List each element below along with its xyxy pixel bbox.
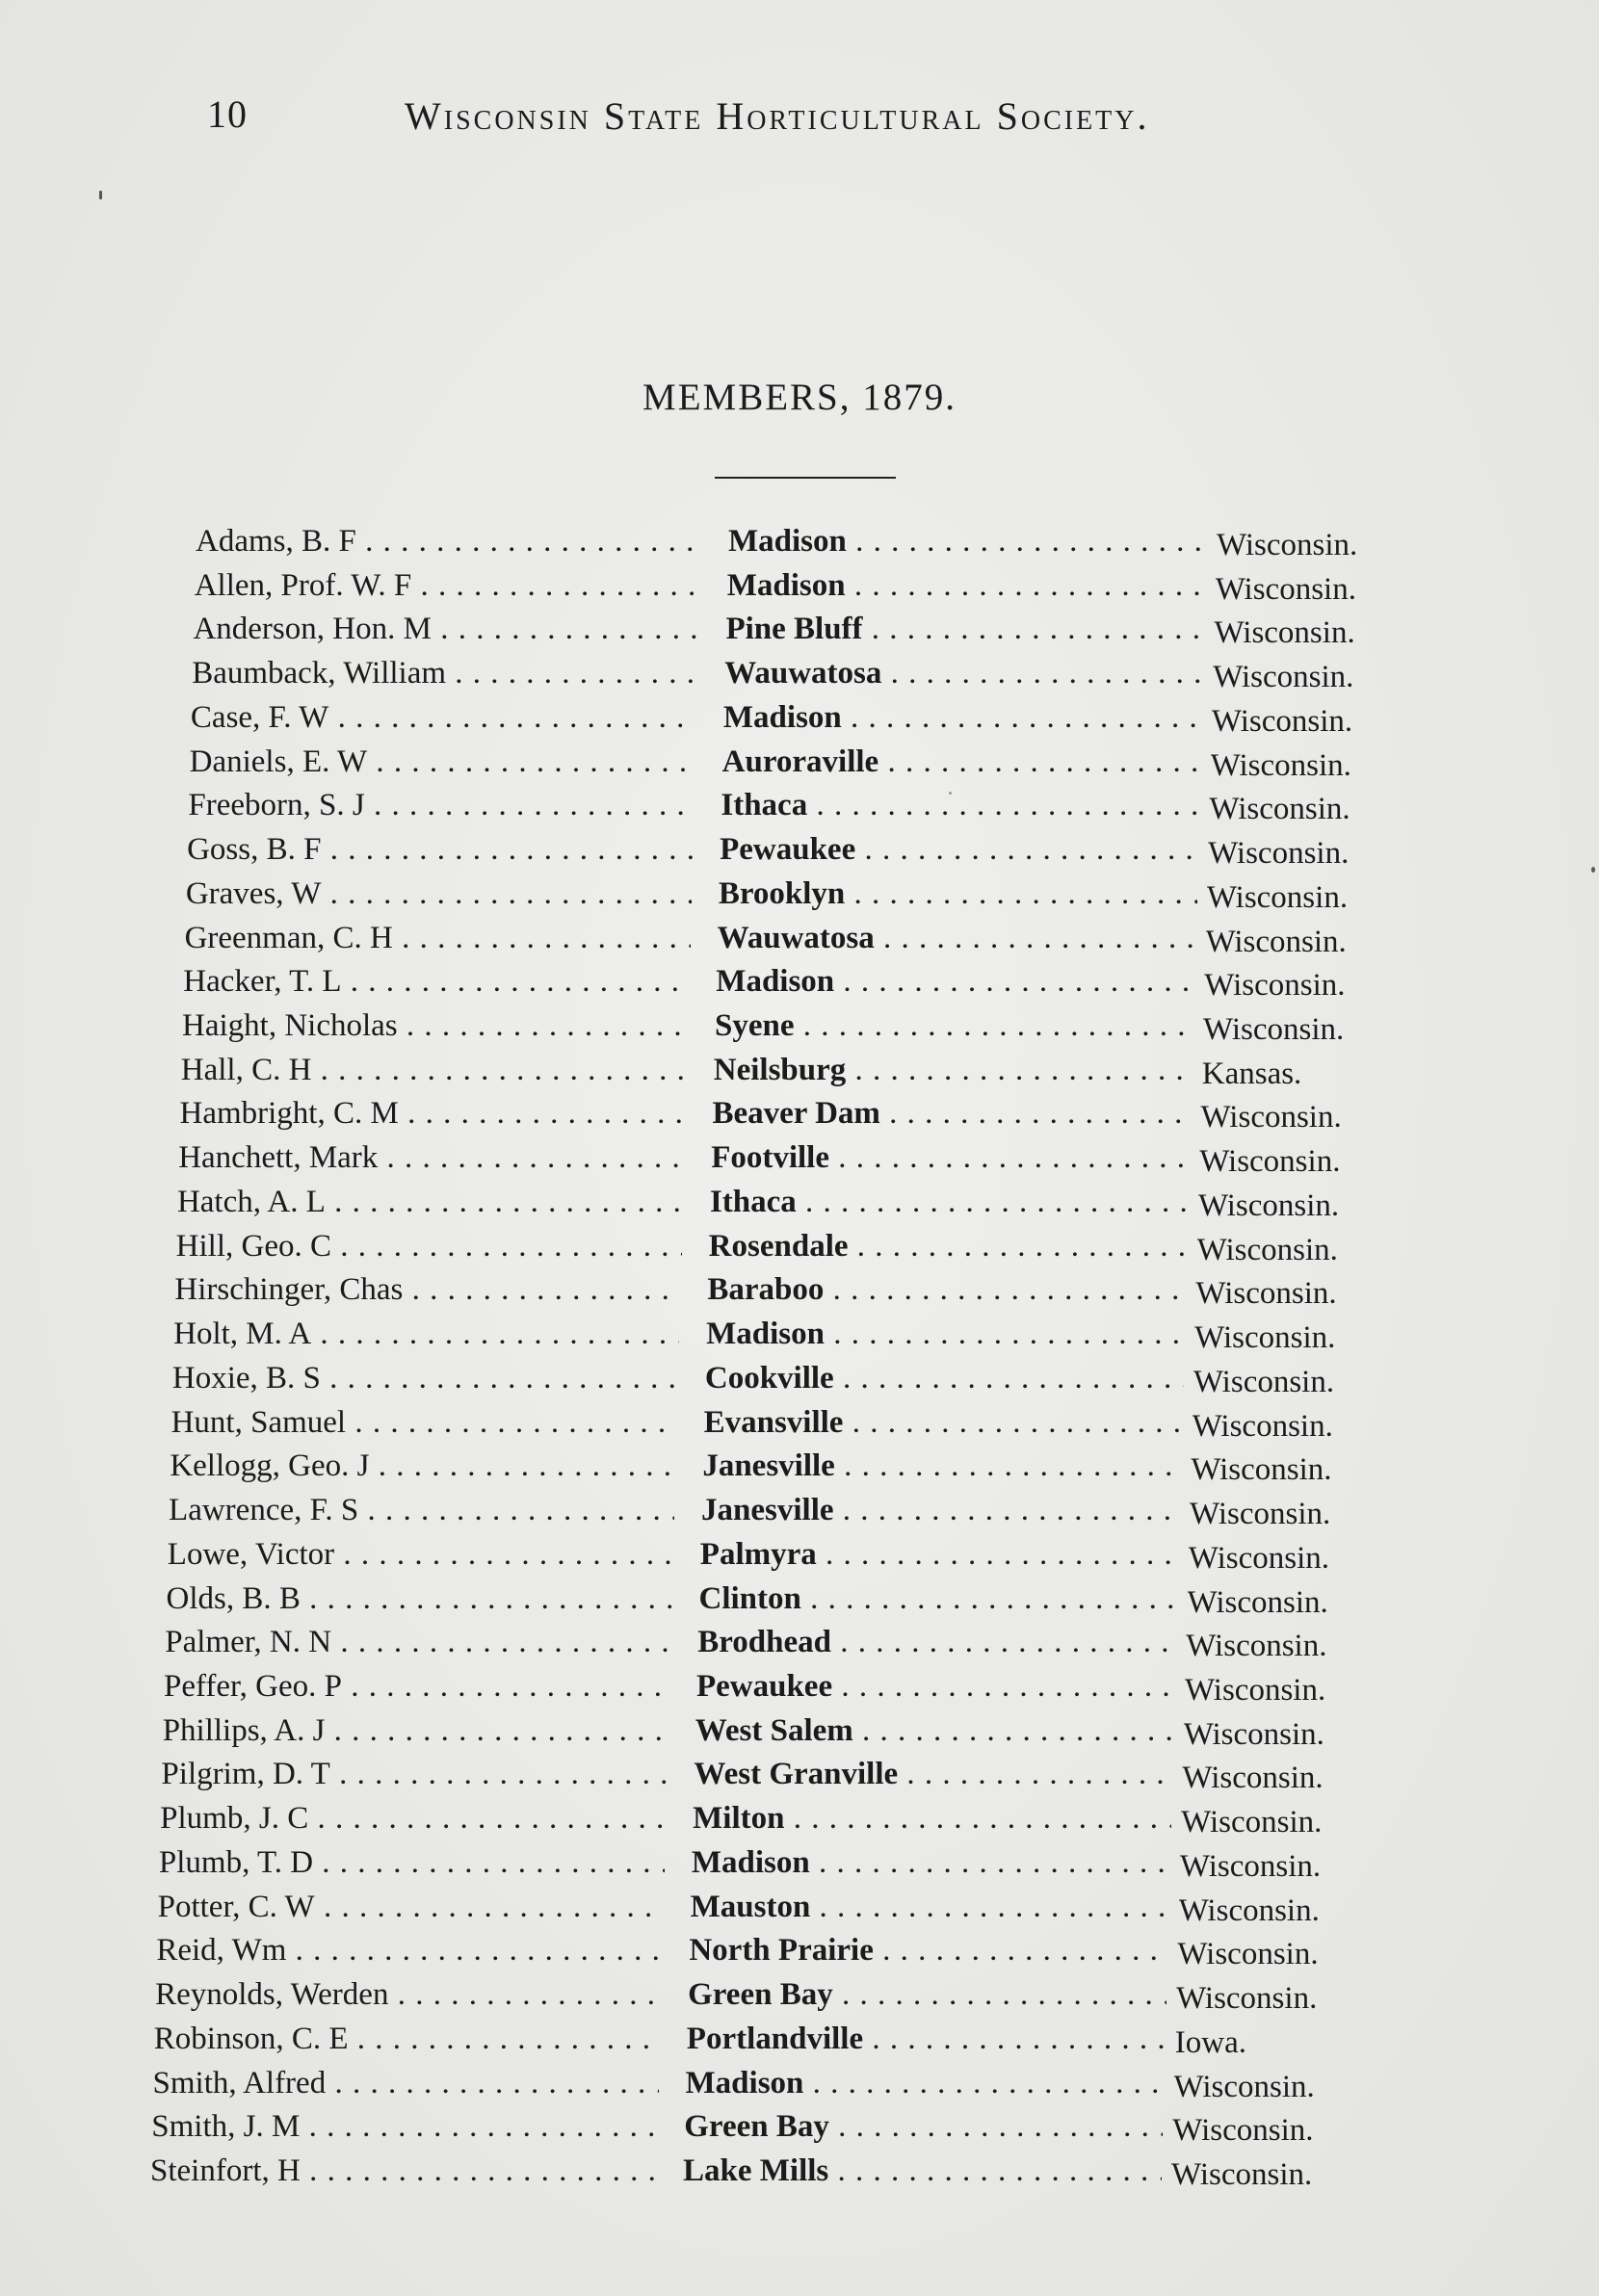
- member-name: Adams, B. F . . .: [196, 524, 701, 559]
- member-town-cell: [692, 1841, 1170, 1884]
- member-row: [196, 520, 1438, 562]
- member-state-cell: [1176, 1977, 1369, 2020]
- member-state-cell: [1184, 1713, 1376, 1756]
- member-town-cell: [695, 1709, 1174, 1752]
- member-name-cell: [173, 1313, 679, 1355]
- member-state-cell: [1189, 1537, 1381, 1579]
- page-number: 10: [207, 92, 248, 136]
- member-town-cell: [693, 1797, 1171, 1839]
- member-town-cell: [694, 1753, 1172, 1795]
- member-state-cell: [1202, 1053, 1395, 1095]
- member-town: Green Bay . . .: [688, 1977, 1166, 2012]
- member-name: Hatch, A. L . . .: [177, 1185, 683, 1219]
- member-town: Milton . . .: [693, 1801, 1171, 1836]
- member-row: [156, 1929, 1399, 1971]
- member-row: [159, 1841, 1402, 1884]
- member-town-cell: [704, 1401, 1183, 1444]
- member-name: Graves, W . . .: [186, 876, 692, 911]
- member-name-cell: [156, 1929, 662, 1971]
- member-row: [169, 1489, 1411, 1531]
- member-name: Anderson, Hon. M . . .: [193, 612, 698, 646]
- member-town: Wauwatosa . . .: [724, 656, 1203, 691]
- member-town: Auroraville . . .: [722, 744, 1201, 779]
- member-state-cell: [1214, 612, 1406, 654]
- member-row: [174, 1268, 1417, 1311]
- member-row: [173, 1313, 1416, 1355]
- member-town-cell: [721, 784, 1199, 826]
- member-name-cell: [168, 1533, 673, 1576]
- member-name-cell: [174, 1268, 680, 1311]
- member-state: Wisconsin.: [1187, 1584, 1328, 1620]
- member-name-cell: [171, 1401, 677, 1444]
- member-name-cell: [195, 564, 700, 607]
- member-name: Hill, Geo. C . . .: [176, 1229, 682, 1264]
- member-row: [167, 1578, 1409, 1620]
- member-name-cell: [181, 1049, 687, 1091]
- member-state: Wisconsin.: [1178, 1892, 1320, 1928]
- member-state: Wisconsin.: [1184, 1672, 1326, 1708]
- running-title: Wisconsin State Horticultural Society.: [405, 94, 1150, 138]
- member-name-cell: [183, 960, 689, 1003]
- member-row: [172, 1357, 1415, 1399]
- member-state: Wisconsin.: [1199, 1144, 1341, 1180]
- member-name-cell: [191, 696, 696, 739]
- member-state-cell: [1194, 1317, 1387, 1359]
- member-town-cell: [720, 828, 1198, 871]
- member-state-cell: [1217, 524, 1409, 566]
- member-town-cell: [706, 1313, 1185, 1355]
- member-state: Wisconsin.: [1209, 792, 1350, 827]
- member-state-cell: [1206, 921, 1399, 963]
- member-town-cell: [699, 1578, 1178, 1620]
- member-town-cell: [684, 2105, 1163, 2148]
- member-town-cell: [710, 1181, 1189, 1223]
- member-row: [192, 652, 1434, 694]
- member-row: [168, 1533, 1410, 1576]
- member-state-cell: [1199, 1140, 1392, 1183]
- member-row: [193, 608, 1435, 650]
- member-state-cell: [1204, 964, 1397, 1006]
- paper-speck: [1591, 867, 1595, 873]
- member-row: [187, 828, 1429, 871]
- member-name: Freeborn, S. J . . .: [188, 788, 694, 822]
- member-row: [165, 1621, 1407, 1663]
- member-name-cell: [193, 608, 698, 650]
- member-town-cell: [697, 1621, 1176, 1663]
- member-name: Olds, B. B . . .: [167, 1581, 672, 1616]
- member-town: Madison . . .: [706, 1317, 1185, 1351]
- member-town: Portlandville . . .: [687, 2022, 1166, 2056]
- member-state: Wisconsin.: [1200, 1100, 1342, 1135]
- member-state-cell: [1188, 1581, 1380, 1624]
- member-name-cell: [192, 652, 697, 694]
- member-name: Hanchett, Mark . . .: [178, 1140, 684, 1175]
- member-state-cell: [1191, 1448, 1383, 1491]
- member-state: Wisconsin.: [1214, 615, 1355, 651]
- member-state: Wisconsin.: [1173, 2069, 1315, 2104]
- member-name-cell: [169, 1489, 674, 1531]
- member-state: Wisconsin.: [1193, 1364, 1335, 1399]
- member-town: West Salem . . .: [695, 1713, 1174, 1748]
- member-name-cell: [154, 2018, 660, 2060]
- member-state-cell: [1190, 1493, 1382, 1535]
- member-name-cell: [165, 1621, 670, 1663]
- member-town-cell: [728, 520, 1207, 562]
- member-town-cell: [696, 1665, 1175, 1708]
- member-name: Allen, Prof. W. F . . .: [195, 568, 700, 603]
- member-name: Smith, J. M . . .: [151, 2109, 657, 2144]
- member-name-cell: [179, 1092, 685, 1135]
- member-state: Wisconsin.: [1177, 1937, 1319, 1972]
- member-state: Wisconsin.: [1217, 528, 1358, 562]
- member-state: Wisconsin.: [1191, 1452, 1332, 1488]
- member-state: Wisconsin.: [1182, 1761, 1324, 1796]
- member-row: [160, 1797, 1402, 1839]
- member-name: Case, F. W . . .: [191, 700, 696, 735]
- member-town-cell: [727, 564, 1206, 607]
- member-town-cell: [714, 1049, 1193, 1091]
- member-town-cell: [702, 1445, 1181, 1487]
- member-town-cell: [716, 960, 1194, 1003]
- member-town-cell: [711, 1136, 1190, 1179]
- member-name: Smith, Alfred . . .: [153, 2066, 659, 2100]
- member-name-cell: [164, 1665, 669, 1708]
- member-row: [186, 873, 1429, 915]
- member-row: [188, 784, 1430, 826]
- member-state: Wisconsin.: [1211, 703, 1353, 739]
- member-town: Lake Mills . . .: [683, 2153, 1162, 2188]
- member-town: Madison . . .: [692, 1845, 1170, 1880]
- member-row: [190, 741, 1432, 783]
- member-name: Holt, M. A . . .: [173, 1317, 679, 1351]
- member-row: [183, 960, 1426, 1003]
- member-name: Kellogg, Geo. J . . .: [170, 1448, 675, 1483]
- member-state: Wisconsin.: [1210, 747, 1351, 783]
- member-state-cell: [1211, 744, 1403, 787]
- member-state-cell: [1212, 700, 1404, 743]
- member-name-cell: [187, 828, 693, 871]
- member-town-cell: [701, 1489, 1180, 1531]
- member-town-cell: [723, 696, 1202, 739]
- member-state-cell: [1193, 1405, 1385, 1448]
- member-town-cell: [687, 2018, 1166, 2060]
- member-name-cell: [172, 1357, 678, 1399]
- member-state-cell: [1179, 1890, 1372, 1932]
- member-state-cell: [1200, 1096, 1393, 1138]
- member-row: [191, 696, 1433, 739]
- member-town: North Prairie . . .: [689, 1933, 1167, 1968]
- member-town: Janesville . . .: [701, 1493, 1180, 1527]
- member-town-cell: [689, 1929, 1167, 1971]
- member-name-cell: [188, 784, 694, 826]
- member-state: Wisconsin.: [1176, 1981, 1318, 2017]
- member-state-cell: [1198, 1185, 1391, 1227]
- member-name: Robinson, C. E . . .: [154, 2022, 660, 2056]
- member-town-cell: [705, 1357, 1184, 1399]
- member-name: Plumb, T. D . . .: [159, 1845, 665, 1880]
- member-state-cell: [1193, 1361, 1386, 1403]
- member-town: Baraboo . . .: [707, 1272, 1186, 1307]
- member-name: Lowe, Victor . . .: [168, 1537, 673, 1572]
- member-row: [178, 1136, 1421, 1179]
- member-state-cell: [1185, 1669, 1377, 1711]
- member-state: Wisconsin.: [1195, 1276, 1337, 1312]
- member-name: Palmer, N. N . . .: [165, 1625, 670, 1659]
- member-state: Wisconsin.: [1213, 660, 1354, 695]
- member-town-cell: [707, 1268, 1186, 1311]
- member-row: [164, 1665, 1406, 1708]
- member-state: Wisconsin.: [1188, 1540, 1330, 1576]
- member-name-cell: [177, 1181, 683, 1223]
- member-state: Wisconsin.: [1181, 1805, 1323, 1840]
- member-state: Wisconsin.: [1197, 1187, 1340, 1223]
- member-name-cell: [163, 1709, 668, 1752]
- member-state: Wisconsin.: [1172, 2113, 1314, 2149]
- member-town: Clinton . . .: [699, 1581, 1178, 1616]
- member-state-cell: [1182, 1757, 1375, 1799]
- member-state: Iowa.: [1174, 2024, 1247, 2060]
- member-row: [150, 2150, 1393, 2192]
- member-state-cell: [1175, 2022, 1368, 2064]
- member-town: Footville . . .: [711, 1140, 1190, 1175]
- member-name: Hoxie, B. S . . .: [172, 1361, 678, 1396]
- member-name-cell: [161, 1753, 667, 1795]
- member-town-cell: [715, 1004, 1193, 1047]
- member-name: Hambright, C. M . . .: [179, 1096, 685, 1131]
- member-row: [154, 2018, 1397, 2060]
- member-row: [153, 2062, 1396, 2104]
- member-name: Hacker, T. L . . .: [183, 964, 689, 999]
- member-town: Beaver Dam . . .: [712, 1096, 1191, 1131]
- member-state-cell: [1180, 1845, 1373, 1888]
- member-state: Wisconsin.: [1196, 1232, 1338, 1267]
- member-state-cell: [1213, 656, 1405, 698]
- member-town: Palmyra . . .: [700, 1537, 1179, 1572]
- paper-speck: [99, 191, 102, 199]
- member-state-cell: [1195, 1272, 1388, 1315]
- member-row: [177, 1181, 1420, 1223]
- member-state: Wisconsin.: [1183, 1716, 1324, 1752]
- member-town: Brooklyn . . .: [719, 876, 1197, 911]
- member-name: Hunt, Samuel . . .: [171, 1405, 677, 1440]
- member-state-cell: [1171, 2153, 1364, 2196]
- member-town: Rosendale . . .: [709, 1229, 1188, 1264]
- member-name: Lawrence, F. S . . .: [169, 1493, 674, 1527]
- member-row: [195, 564, 1437, 607]
- member-state-cell: [1172, 2109, 1365, 2152]
- member-row: [185, 917, 1428, 959]
- member-name-cell: [153, 2062, 659, 2104]
- member-town-cell: [724, 652, 1203, 694]
- member-state: Wisconsin.: [1192, 1408, 1333, 1444]
- section-title: MEMBERS, 1879.: [642, 377, 957, 418]
- member-row: [171, 1401, 1414, 1444]
- member-town: Ithaca . . .: [710, 1185, 1189, 1219]
- member-row: [182, 1004, 1425, 1047]
- member-town-cell: [712, 1092, 1191, 1135]
- member-state: Wisconsin.: [1179, 1848, 1322, 1884]
- member-row: [179, 1092, 1422, 1135]
- member-town: West Granville . . .: [694, 1757, 1172, 1791]
- member-name: Baumback, William . . .: [192, 656, 697, 691]
- member-town: Madison . . .: [716, 964, 1194, 999]
- member-name-cell: [150, 2150, 656, 2192]
- member-row: [170, 1445, 1412, 1487]
- member-town-cell: [683, 2150, 1162, 2192]
- member-town-cell: [719, 873, 1197, 915]
- member-town: Pewaukee . . .: [696, 1669, 1175, 1704]
- member-state-cell: [1216, 568, 1408, 611]
- member-name: Plumb, J. C . . .: [160, 1801, 666, 1836]
- member-town: Cookville . . .: [705, 1361, 1184, 1396]
- member-state-cell: [1197, 1229, 1390, 1271]
- member-town: Green Bay . . .: [684, 2109, 1163, 2144]
- member-town: Madison . . .: [728, 524, 1207, 559]
- member-town-cell: [688, 1973, 1166, 2016]
- member-state-cell: [1207, 876, 1400, 919]
- member-row: [181, 1049, 1424, 1091]
- member-state: Wisconsin.: [1190, 1497, 1331, 1532]
- member-town-cell: [691, 1886, 1169, 1928]
- member-name-cell: [158, 1886, 664, 1928]
- member-town: Wauwatosa . . .: [718, 921, 1196, 955]
- member-state: Wisconsin.: [1186, 1629, 1327, 1664]
- member-state-cell: [1203, 1008, 1396, 1051]
- member-town-cell: [709, 1225, 1188, 1267]
- member-state-cell: [1181, 1801, 1374, 1843]
- member-town: Brodhead . . .: [697, 1625, 1176, 1659]
- member-state-cell: [1177, 1933, 1370, 1975]
- member-name: Goss, B. F . . .: [187, 832, 693, 867]
- member-state-cell: [1209, 788, 1402, 830]
- member-town-cell: [722, 741, 1201, 783]
- member-town: Evansville . . .: [704, 1405, 1183, 1440]
- member-name: Potter, C. W . . .: [158, 1890, 664, 1924]
- member-name-cell: [155, 1973, 661, 2016]
- member-name: Reynolds, Werden . . .: [155, 1977, 661, 2012]
- member-name-cell: [182, 1004, 688, 1047]
- member-town: Ithaca . . .: [721, 788, 1199, 822]
- member-name: Phillips, A. J . . .: [163, 1713, 668, 1748]
- member-name: Reid, Wm . . .: [156, 1933, 662, 1968]
- member-town: Madison . . .: [686, 2066, 1165, 2100]
- member-state: Wisconsin.: [1203, 1012, 1345, 1048]
- member-name-cell: [186, 873, 692, 915]
- member-name: Hall, C. H . . .: [181, 1053, 687, 1087]
- member-name-cell: [160, 1797, 666, 1839]
- member-name: Daniels, E. W . . .: [190, 744, 695, 779]
- member-name-cell: [151, 2105, 657, 2148]
- member-state: Wisconsin.: [1171, 2157, 1313, 2192]
- member-name: Pilgrim, D. T . . .: [161, 1757, 667, 1791]
- paper-speck: [949, 792, 952, 795]
- member-town: Janesville . . .: [702, 1448, 1181, 1483]
- member-name: Hirschinger, Chas . . .: [174, 1272, 680, 1307]
- member-row: [163, 1709, 1405, 1752]
- member-state: Wisconsin.: [1204, 968, 1346, 1004]
- member-town: Madison . . .: [723, 700, 1202, 735]
- member-town: Mauston . . .: [691, 1890, 1169, 1924]
- member-row: [161, 1753, 1403, 1795]
- member-town: Neilsburg . . .: [714, 1053, 1193, 1087]
- member-town-cell: [725, 608, 1204, 650]
- member-row: [158, 1886, 1401, 1928]
- member-name-cell: [190, 741, 695, 783]
- member-name-cell: [159, 1841, 665, 1884]
- member-name-cell: [170, 1445, 675, 1487]
- member-town-cell: [700, 1533, 1179, 1576]
- member-town: Madison . . .: [727, 568, 1206, 603]
- member-state: Wisconsin.: [1205, 924, 1347, 959]
- member-state: Wisconsin.: [1194, 1320, 1336, 1356]
- member-name: Greenman, C. H . . .: [185, 921, 691, 955]
- member-town: Pine Bluff . . .: [725, 612, 1204, 646]
- member-town-cell: [686, 2062, 1165, 2104]
- member-name-cell: [196, 520, 701, 562]
- member-row: [155, 1973, 1398, 2016]
- member-name-cell: [178, 1136, 684, 1179]
- member-name-cell: [185, 917, 691, 959]
- member-name-cell: [167, 1578, 672, 1620]
- member-row: [151, 2105, 1394, 2148]
- member-state: Wisconsin.: [1215, 571, 1356, 607]
- member-town-cell: [718, 917, 1196, 959]
- member-state: Wisconsin.: [1206, 879, 1349, 915]
- member-name: Peffer, Geo. P . . .: [164, 1669, 669, 1704]
- member-state-cell: [1208, 832, 1401, 874]
- member-state-cell: [1174, 2066, 1367, 2108]
- member-name: Steinfort, H . . .: [150, 2153, 656, 2188]
- member-name-cell: [176, 1225, 682, 1267]
- member-town: Syene . . .: [715, 1008, 1193, 1043]
- member-name: Haight, Nicholas . . .: [182, 1008, 688, 1043]
- member-state: Wisconsin.: [1208, 836, 1350, 872]
- member-state: Kansas.: [1201, 1056, 1302, 1091]
- member-state-cell: [1186, 1625, 1378, 1667]
- member-row: [176, 1225, 1419, 1267]
- member-town: Pewaukee . . .: [720, 832, 1198, 867]
